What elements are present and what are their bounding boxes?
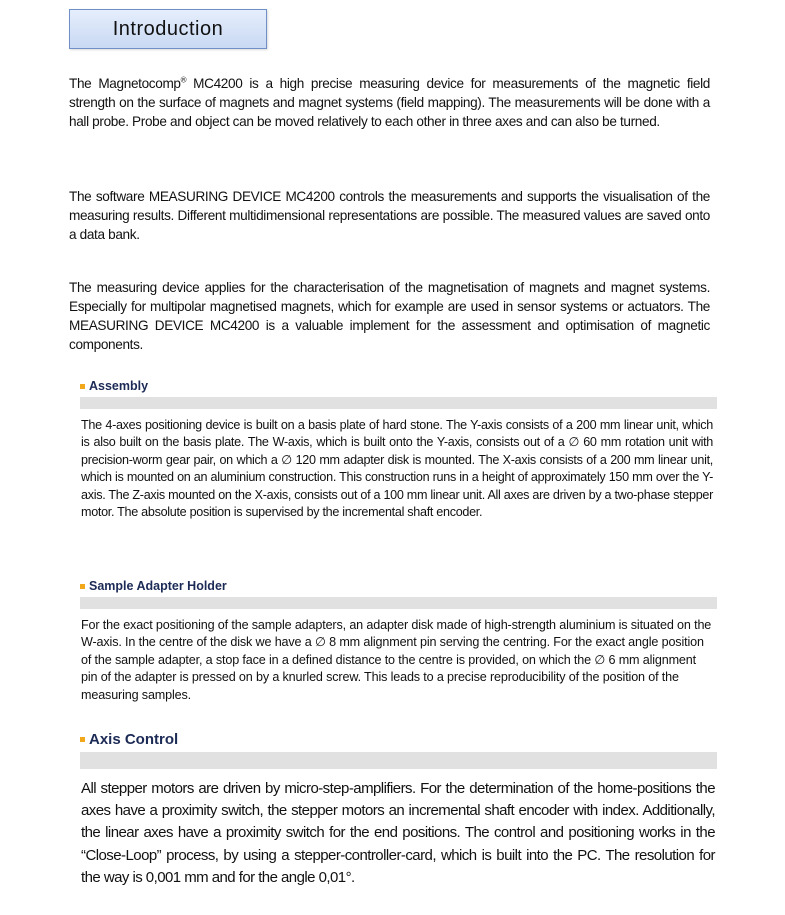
section-text-sample-adapter-holder: For the exact positioning of the sample adapters, an adapter disk made of high-strength aluminium is situated on the W-axis. In the centre of the disk we have a ∅ 8 mm alignment pin serving the centring. For the exact angle position of the sample adapter, a stop face in a defined distance to the centre is provided, on which the ∅ 6 mm alignment pin of the adapter is pressed on by a knurled screw. This leads to a precise reproducibility of the position of the measuring samples. — [81, 618, 712, 702]
section-heading-sample-adapter-holder — [80, 578, 227, 594]
section-divider-bar — [80, 597, 717, 609]
section-heading-label: Assembly — [89, 379, 149, 393]
section-text-assembly: The 4-axes positioning device is built on a basis plate of hard stone. The Y-axis consists of a 200 mm linear unit, which is also built on the basis plate. The W-axis, which is built onto the Y-axis, consists out of a ∅ 60 mm rotation unit with precision-worm gear pair, on which a ∅ 120 mm adapter disk is mounted. The X-axis consists of a 200 mm linear unit, which is mounted on an aluminium construction. This construction runs in a height of approximately 150 mm over the Y-axis. The Z-axis mounted on the X-axis, consists out of a 100 mm linear unit. All axes are driven by a two-phase stepper motor. The absolute position is supervised by the incremental shaft encoder. — [81, 418, 713, 520]
intro-paragraph-2: The software MEASURING DEVICE MC4200 controls the measurements and supports the visualisation of the measuring results. Different multidimensional representations are possible. The measured values are saved onto a data bank. — [69, 189, 710, 242]
page-title: Introduction — [112, 17, 224, 40]
intro-paragraph-3: The measuring device applies for the characterisation of the magnetisation of magnets and magnet systems. Especially for multipolar magnetised magnets, which for example are used in sensor systems or actuators. The MEASURING DEVICE MC4200 is a valuable implement for the assessment and optimisation of magnetic components. — [69, 280, 710, 352]
section-text-axis-control: All stepper motors are driven by micro-step-amplifiers. For the determination of the home-positions the axes have a proximity switch, the stepper motors an incremental shaft encoder with index. Additionally, the linear axes have a proximity switch for the end positions. The control and positioning works in the “Close-Loop” process, by using a stepper-controller-card, which is built into the PC. The resolution for the way is 0,001 mm and for the angle 0,01°. — [81, 780, 715, 886]
section-divider-bar — [80, 397, 717, 409]
section-heading-label: Axis Control — [89, 730, 179, 748]
intro-paragraph-1-start: The Magnetocomp — [69, 76, 181, 91]
bullet-icon — [80, 584, 85, 589]
section-divider-bar — [80, 752, 717, 769]
registered-mark: ® — [180, 75, 187, 85]
bullet-icon — [80, 384, 85, 389]
bullet-icon — [80, 737, 85, 742]
section-heading-assembly — [80, 378, 148, 394]
section-title-box — [69, 9, 267, 49]
section-heading-label: Sample Adapter Holder — [89, 579, 227, 593]
intro-paragraph-1 — [69, 74, 710, 131]
section-heading-axis-control — [80, 731, 178, 747]
intro-paragraph-1-rest: MC4200 is a high precise measuring device for measurements of the magnetic field strength on the surface of magnets and magnet systems (field mapping). The measurements will be done with a hall probe. Probe and object can be moved relatively to each other in three axes and can also be turned. — [69, 76, 711, 129]
